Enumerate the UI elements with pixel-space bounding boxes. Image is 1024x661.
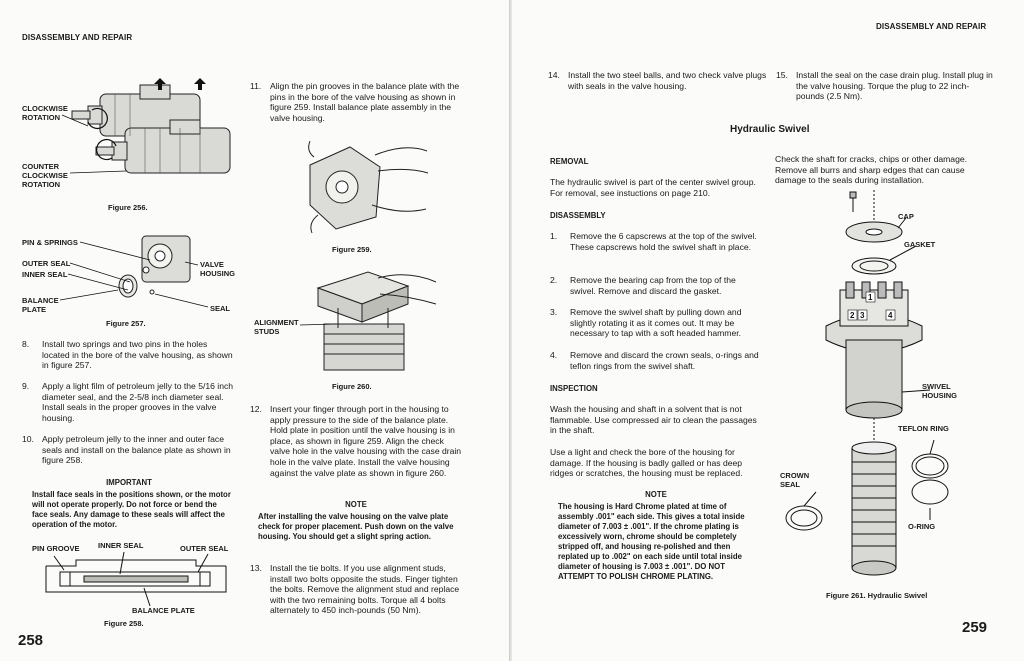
label-pin-groove: PIN GROOVE	[32, 544, 80, 553]
step-text: Insert your finger through port in the housing to apply pressure to the side of the balance plate. Hold plate in position until the valve housing is in place, as shown in figure 259. Align the check valve hole in the valve housing with the case drain hole in the valve plate. Install the valve housing against the valve plate as shown in figure 260.	[270, 404, 462, 478]
label-outer-seal: OUTER SEAL	[22, 259, 71, 268]
leader-line	[300, 320, 340, 330]
figure-258-illustration	[40, 552, 240, 612]
section-title: Hydraulic Swivel	[730, 124, 810, 135]
step-text: Remove the bearing cap from the top of the swivel. Remove and discard the gasket.	[570, 275, 736, 296]
label-valve-housing: VALVE HOUSING	[200, 260, 236, 278]
note-heading: NOTE	[645, 490, 667, 499]
removal-text: The hydraulic swivel is part of the center swivel group. For removal, see instuctions on page 210.	[550, 177, 756, 198]
figure-257-caption: Figure 257.	[106, 319, 146, 328]
label-balance-plate: BALANCE PLATE	[22, 296, 59, 314]
step-text: Remove the swivel shaft by pulling down and slightly rotating it as it comes out. It may be necessary to tap with a soft headed hammer.	[570, 307, 742, 339]
figure-259-illustration	[300, 135, 430, 235]
step-14	[548, 70, 770, 91]
label-gasket: GASKET	[904, 240, 936, 249]
step-number: 14.	[548, 70, 560, 80]
figure-256-caption: Figure 256.	[108, 203, 148, 212]
important-heading: IMPORTANT	[106, 478, 152, 487]
inspection-text-2: Use a light and check the bore of the housing for damage. If the housing is badly galled or has deep ridges or scratches, the housing must be replaced.	[550, 447, 743, 479]
callout-4: 4	[888, 311, 893, 320]
label-cap: CAP	[898, 212, 914, 221]
step-text: Remove the 6 capscrews at the top of the swivel. These capscrews hold the swivel shaft in place.	[570, 231, 757, 252]
step-10	[22, 434, 236, 466]
step-text: Apply a light film of petroleum jelly to the 5/16 inch diameter seal, and the 2-5/8 inch diameter seal. Install seals in the proper grooves in the valve housing.	[42, 381, 234, 423]
step-15	[776, 70, 996, 102]
label-balance-plate-258: BALANCE PLATE	[132, 606, 195, 615]
label-inner-seal: INNER SEAL	[22, 270, 68, 279]
disassembly-step-3	[550, 307, 762, 339]
page-header: DISASSEMBLY AND REPAIR	[876, 22, 987, 31]
figure-259-caption: Figure 259.	[332, 245, 372, 254]
step-text: Install the two steel balls, and two check valve plugs with seals in the valve housing.	[568, 70, 767, 91]
figure-260-caption: Figure 260.	[332, 382, 372, 391]
label-alignment-studs: ALIGNMENT STUDS	[254, 318, 299, 336]
label-outer-seal-258: OUTER SEAL	[180, 544, 229, 553]
step-number: 4.	[550, 350, 558, 360]
step-text: Remove and discard the crown seals, o-rings and teflon rings from the swivel shaft.	[570, 350, 759, 371]
step-9	[22, 381, 236, 423]
note-text: The housing is Hard Chrome plated at time of assembly .001" each side. This gives a total inside diameter of 7.003 ± .001". If the chrome plating is excessively worn, chrome should be completely stripped off, and housing re-polished and then replated up to .002" on each side until total inside diameter of housing is 7.003 ± .001". DO NOT ATTEMPT TO POLISH CHROME PLATING.	[558, 502, 745, 581]
note-heading: NOTE	[345, 500, 367, 509]
callout-3: 3	[860, 311, 865, 320]
page-number: 258	[18, 632, 44, 649]
step-number: 9.	[22, 381, 30, 391]
inspection-text-1: Wash the housing and shaft in a solvent that is not flammable. Use compressed air to clean the passages in the shaft.	[550, 404, 757, 436]
left-page	[0, 0, 510, 661]
step-number: 10.	[22, 434, 34, 444]
step-13	[250, 563, 462, 616]
step-number: 1.	[550, 231, 558, 241]
page-header: DISASSEMBLY AND REPAIR	[22, 33, 133, 42]
shaft-check-text: Check the shaft for cracks, chips or other damage. Remove all burrs and sharp edges that can cause damage to the seals during installation.	[775, 154, 968, 186]
label-inner-seal-258: INNER SEAL	[98, 541, 144, 550]
step-number: 12.	[250, 404, 262, 414]
step-text: Install two springs and two pins in the holes located in the bore of the valve housing, as shown in figure 257.	[42, 339, 233, 371]
step-number: 13.	[250, 563, 262, 573]
inspection-heading: INSPECTION	[550, 384, 598, 393]
step-text: Install the tie bolts. If you use alignment studs, install two bolts opposite the studs. Finger tighten the bolts. Remove the alignment stud and replace with the two remaining bolts. Torque all 4 bolts alternately to 450 inch-pounds (50 Nm).	[270, 563, 460, 616]
disassembly-step-1	[550, 231, 762, 252]
step-text: Install the seal on the case drain plug. Install plug in the valve housing. Torque the plug to 22 inch-pounds (2.5 Nm).	[796, 70, 993, 102]
disassembly-step-4	[550, 350, 762, 371]
step-text: Apply petroleum jelly to the inner and outer face seals and install on the balance plate as shown in figure 258.	[42, 434, 231, 466]
label-pin-springs: PIN & SPRINGS	[22, 238, 78, 247]
label-seal: SEAL	[210, 304, 231, 313]
disassembly-step-2	[550, 275, 762, 296]
disassembly-heading: DISASSEMBLY	[550, 211, 606, 220]
label-teflon-ring: TEFLON RING	[898, 424, 949, 433]
important-text: Install face seals in the positions shown, or the motor will not operate properly. Do not force or bend the face seals. Any damage to these seals will affect the operation of the motor.	[32, 490, 231, 529]
note-text: After installing the valve housing on the valve plate check for proper placement. Push down on the valve housing. You should get a slight spring action.	[258, 512, 454, 541]
page-number: 259	[962, 619, 988, 636]
step-number: 11.	[250, 81, 262, 91]
step-number: 2.	[550, 275, 558, 285]
label-crown-seal: CROWN SEAL	[780, 471, 810, 489]
right-page	[512, 0, 1024, 661]
callout-1: 1	[868, 293, 873, 302]
label-swivel-housing: SWIVEL HOUSING	[922, 382, 958, 400]
label-clockwise-rotation: CLOCKWISE ROTATION	[22, 104, 68, 122]
figure-261-caption: Figure 261. Hydraulic Swivel	[826, 591, 928, 600]
figure-258-caption: Figure 258.	[104, 619, 144, 628]
label-counter-clockwise-rotation: COUNTER CLOCKWISE ROTATION	[22, 162, 68, 189]
step-number: 3.	[550, 307, 558, 317]
callout-2: 2	[850, 311, 855, 320]
label-o-ring: O-RING	[908, 522, 936, 531]
step-12	[250, 404, 462, 478]
step-number: 15.	[776, 70, 788, 80]
step-number: 8.	[22, 339, 30, 349]
step-11	[250, 81, 462, 123]
step-8	[22, 339, 236, 371]
removal-heading: REMOVAL	[550, 157, 589, 166]
step-text: Align the pin grooves in the balance plate with the pins in the bore of the valve housing as shown in figure 259. Install balance plate assembly in the valve housing.	[270, 81, 460, 123]
